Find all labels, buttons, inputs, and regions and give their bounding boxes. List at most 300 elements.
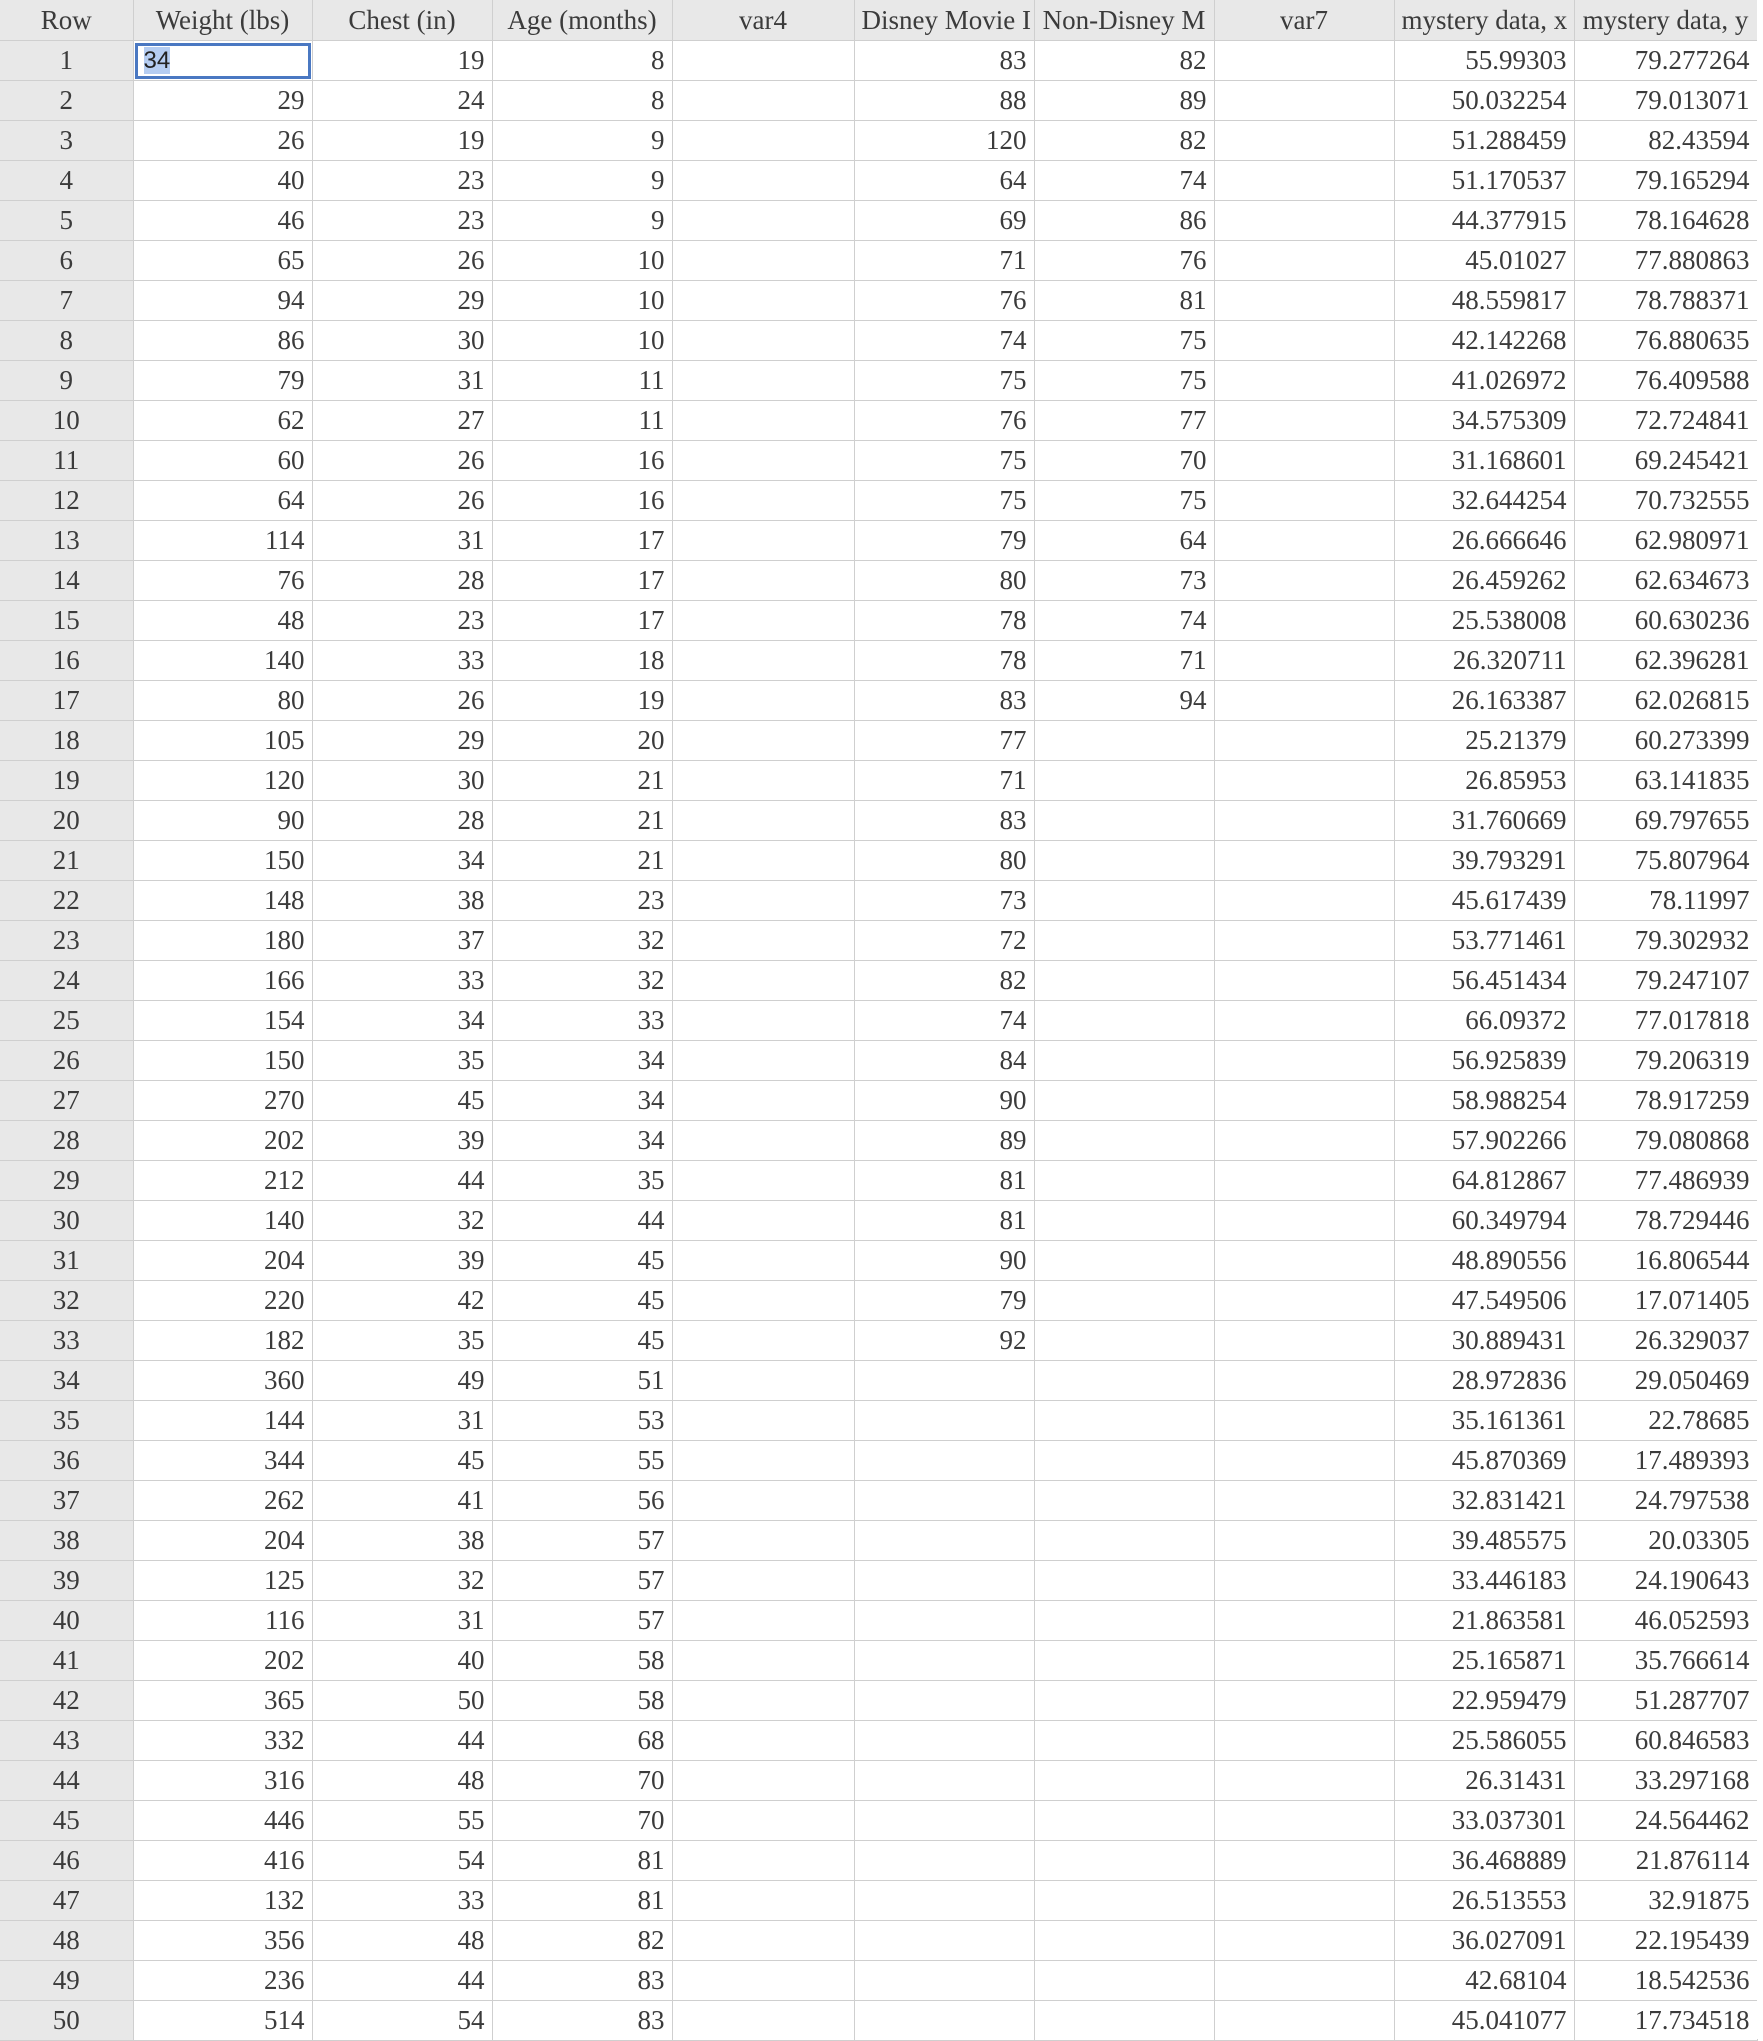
data-cell[interactable]: 92 (854, 1321, 1034, 1361)
data-cell[interactable]: 114 (133, 521, 312, 561)
data-cell[interactable]: 20 (492, 721, 672, 761)
data-cell[interactable]: 150 (133, 841, 312, 881)
data-cell[interactable] (672, 641, 854, 681)
data-cell[interactable]: 57 (492, 1561, 672, 1601)
data-cell[interactable]: 32.91875 (1574, 1881, 1757, 1921)
data-cell[interactable]: 79.277264 (1574, 41, 1757, 81)
data-cell[interactable]: 16 (492, 481, 672, 521)
data-cell[interactable]: 76 (854, 281, 1034, 321)
data-cell[interactable]: 33 (312, 641, 492, 681)
data-cell[interactable] (672, 561, 854, 601)
data-cell[interactable]: 69.797655 (1574, 801, 1757, 841)
data-cell[interactable]: 39 (312, 1241, 492, 1281)
data-cell[interactable]: 34 (492, 1041, 672, 1081)
data-cell[interactable] (1214, 1641, 1394, 1681)
data-cell[interactable]: 69.245421 (1574, 441, 1757, 481)
data-cell[interactable]: 34 (492, 1081, 672, 1121)
row-number[interactable]: 28 (0, 1121, 133, 1161)
data-cell[interactable]: 79.165294 (1574, 161, 1757, 201)
data-cell[interactable]: 49 (312, 1361, 492, 1401)
data-cell[interactable] (672, 1561, 854, 1601)
data-cell[interactable] (1214, 321, 1394, 361)
data-cell[interactable]: 50.032254 (1394, 81, 1574, 121)
data-cell[interactable]: 21 (492, 841, 672, 881)
data-cell[interactable] (1034, 1681, 1214, 1721)
data-cell[interactable]: 236 (133, 1961, 312, 2001)
data-cell[interactable]: 77 (854, 721, 1034, 761)
data-cell[interactable]: 81 (492, 1841, 672, 1881)
data-cell[interactable]: 60 (133, 441, 312, 481)
data-cell[interactable] (1034, 961, 1214, 1001)
data-cell[interactable]: 62.980971 (1574, 521, 1757, 561)
data-cell[interactable] (1214, 1121, 1394, 1161)
data-cell[interactable] (1034, 761, 1214, 801)
row-number[interactable]: 24 (0, 961, 133, 1001)
data-cell[interactable]: 212 (133, 1161, 312, 1201)
data-cell[interactable]: 37 (312, 921, 492, 961)
data-cell[interactable]: 360 (133, 1361, 312, 1401)
data-cell[interactable]: 53.771461 (1394, 921, 1574, 961)
row-number[interactable]: 35 (0, 1401, 133, 1441)
data-cell[interactable]: 34 (312, 841, 492, 881)
data-cell[interactable]: 62 (133, 401, 312, 441)
row-number[interactable]: 29 (0, 1161, 133, 1201)
data-cell[interactable]: 166 (133, 961, 312, 1001)
data-cell[interactable]: 94 (133, 281, 312, 321)
data-cell[interactable]: 62.026815 (1574, 681, 1757, 721)
data-cell[interactable]: 65 (133, 241, 312, 281)
data-cell[interactable]: 18.542536 (1574, 1961, 1757, 2001)
row-number[interactable]: 12 (0, 481, 133, 521)
data-cell[interactable]: 31 (312, 1401, 492, 1441)
data-cell[interactable]: 69 (854, 201, 1034, 241)
data-cell[interactable]: 21 (492, 761, 672, 801)
data-cell[interactable] (1214, 1841, 1394, 1881)
data-cell[interactable]: 60.349794 (1394, 1201, 1574, 1241)
data-cell[interactable]: 34.575309 (1394, 401, 1574, 441)
row-number[interactable]: 10 (0, 401, 133, 441)
data-cell[interactable]: 132 (133, 1881, 312, 1921)
data-cell[interactable] (1034, 1001, 1214, 1041)
data-cell[interactable] (1214, 721, 1394, 761)
data-cell[interactable] (854, 1801, 1034, 1841)
data-cell[interactable] (1214, 201, 1394, 241)
data-cell[interactable]: 51.287707 (1574, 1681, 1757, 1721)
data-cell[interactable] (672, 2001, 854, 2041)
data-cell[interactable]: 416 (133, 1841, 312, 1881)
data-cell[interactable]: 26.31431 (1394, 1761, 1574, 1801)
row-number[interactable]: 37 (0, 1481, 133, 1521)
data-cell[interactable]: 26.85953 (1394, 761, 1574, 801)
data-cell[interactable] (1214, 1401, 1394, 1441)
data-cell[interactable] (672, 1401, 854, 1441)
data-cell[interactable]: 51.288459 (1394, 121, 1574, 161)
data-cell[interactable]: 38 (312, 1521, 492, 1561)
data-cell[interactable] (1034, 1841, 1214, 1881)
data-cell[interactable]: 17 (492, 561, 672, 601)
data-cell[interactable] (1034, 1321, 1214, 1361)
data-cell[interactable]: 79 (854, 521, 1034, 561)
data-cell[interactable]: 26 (312, 681, 492, 721)
data-cell[interactable] (854, 1641, 1034, 1681)
data-cell[interactable]: 79 (854, 1281, 1034, 1321)
data-cell[interactable] (1034, 1561, 1214, 1601)
data-cell[interactable]: 81 (854, 1201, 1034, 1241)
data-cell[interactable]: 33.446183 (1394, 1561, 1574, 1601)
data-cell[interactable] (672, 881, 854, 921)
data-cell[interactable]: 10 (492, 241, 672, 281)
data-cell[interactable] (672, 1841, 854, 1881)
data-cell[interactable]: 74 (854, 321, 1034, 361)
data-cell[interactable] (1034, 1161, 1214, 1201)
data-cell[interactable]: 57 (492, 1521, 672, 1561)
data-cell[interactable] (1214, 521, 1394, 561)
data-cell[interactable] (1034, 1961, 1214, 2001)
data-cell[interactable]: 26.666646 (1394, 521, 1574, 561)
data-cell[interactable] (1214, 361, 1394, 401)
data-cell[interactable]: 28.972836 (1394, 1361, 1574, 1401)
data-cell[interactable] (1214, 441, 1394, 481)
data-cell[interactable] (672, 321, 854, 361)
column-header[interactable]: mystery data, x (1394, 0, 1574, 41)
data-cell[interactable] (672, 1241, 854, 1281)
data-cell[interactable]: 44.377915 (1394, 201, 1574, 241)
row-number[interactable]: 32 (0, 1281, 133, 1321)
data-cell[interactable] (1034, 1121, 1214, 1161)
data-cell[interactable]: 34 (312, 1001, 492, 1041)
data-cell[interactable]: 11 (492, 361, 672, 401)
data-cell[interactable]: 83 (854, 681, 1034, 721)
row-number[interactable]: 33 (0, 1321, 133, 1361)
data-cell[interactable]: 22.78685 (1574, 1401, 1757, 1441)
data-cell[interactable]: 148 (133, 881, 312, 921)
data-cell[interactable] (1214, 1161, 1394, 1201)
row-number[interactable]: 45 (0, 1801, 133, 1841)
column-header[interactable]: Non-Disney M (1034, 0, 1214, 41)
data-cell[interactable]: 90 (854, 1241, 1034, 1281)
data-cell[interactable] (1034, 1441, 1214, 1481)
data-cell[interactable]: 73 (1034, 561, 1214, 601)
data-cell[interactable]: 33 (492, 1001, 672, 1041)
data-cell[interactable]: 71 (1034, 641, 1214, 681)
row-number[interactable]: 4 (0, 161, 133, 201)
data-cell[interactable] (672, 1281, 854, 1321)
data-cell[interactable] (1214, 41, 1394, 81)
data-cell[interactable]: 105 (133, 721, 312, 761)
data-cell[interactable] (1214, 1201, 1394, 1241)
data-cell[interactable] (1034, 1481, 1214, 1521)
data-cell[interactable]: 31 (312, 361, 492, 401)
data-cell[interactable]: 27 (312, 401, 492, 441)
data-cell[interactable] (672, 441, 854, 481)
data-cell[interactable]: 21.876114 (1574, 1841, 1757, 1881)
data-cell[interactable]: 62.634673 (1574, 561, 1757, 601)
data-cell[interactable] (672, 361, 854, 401)
data-cell[interactable]: 48 (312, 1761, 492, 1801)
row-number[interactable]: 8 (0, 321, 133, 361)
data-cell[interactable]: 80 (133, 681, 312, 721)
data-cell[interactable]: 75 (854, 361, 1034, 401)
row-number[interactable]: 17 (0, 681, 133, 721)
data-cell[interactable]: 77 (1034, 401, 1214, 441)
data-cell[interactable]: 262 (133, 1481, 312, 1521)
row-number-header[interactable]: Row (0, 0, 133, 41)
data-cell[interactable]: 45 (492, 1241, 672, 1281)
data-cell[interactable] (672, 521, 854, 561)
data-cell[interactable]: 120 (854, 121, 1034, 161)
data-cell[interactable]: 40 (312, 1641, 492, 1681)
data-cell[interactable]: 41.026972 (1394, 361, 1574, 401)
data-cell[interactable]: 83 (492, 2001, 672, 2041)
data-cell[interactable] (1034, 801, 1214, 841)
column-header[interactable]: var7 (1214, 0, 1394, 41)
data-cell[interactable]: 23 (492, 881, 672, 921)
row-number[interactable]: 38 (0, 1521, 133, 1561)
row-number[interactable]: 31 (0, 1241, 133, 1281)
data-cell[interactable] (672, 1001, 854, 1041)
data-cell[interactable]: 71 (854, 761, 1034, 801)
data-cell[interactable] (1214, 1601, 1394, 1641)
data-cell[interactable] (1034, 1521, 1214, 1561)
data-cell[interactable]: 40 (133, 161, 312, 201)
data-cell[interactable]: 17 (492, 521, 672, 561)
data-cell[interactable]: 26.320711 (1394, 641, 1574, 681)
data-cell[interactable]: 62.396281 (1574, 641, 1757, 681)
data-cell[interactable]: 182 (133, 1321, 312, 1361)
data-cell[interactable]: 82 (1034, 41, 1214, 81)
row-number[interactable]: 43 (0, 1721, 133, 1761)
data-cell[interactable]: 10 (492, 321, 672, 361)
data-cell[interactable]: 48 (133, 601, 312, 641)
row-number[interactable]: 9 (0, 361, 133, 401)
data-cell[interactable]: 35.766614 (1574, 1641, 1757, 1681)
data-cell[interactable]: 81 (1034, 281, 1214, 321)
data-cell[interactable] (1214, 641, 1394, 681)
data-cell[interactable]: 79.206319 (1574, 1041, 1757, 1081)
data-cell[interactable]: 56.451434 (1394, 961, 1574, 1001)
data-cell[interactable]: 64.812867 (1394, 1161, 1574, 1201)
data-cell[interactable]: 71 (854, 241, 1034, 281)
data-cell[interactable] (1034, 1361, 1214, 1401)
data-cell[interactable]: 32 (492, 921, 672, 961)
data-cell[interactable] (672, 1681, 854, 1721)
data-cell[interactable]: 116 (133, 1601, 312, 1641)
data-cell[interactable] (672, 1601, 854, 1641)
data-cell[interactable]: 35 (312, 1041, 492, 1081)
column-header[interactable]: Chest (in) (312, 0, 492, 41)
data-cell[interactable]: 68 (492, 1721, 672, 1761)
data-cell[interactable]: 332 (133, 1721, 312, 1761)
data-cell[interactable]: 79.302932 (1574, 921, 1757, 961)
data-cell[interactable] (672, 1321, 854, 1361)
data-cell[interactable]: 76 (1034, 241, 1214, 281)
data-cell[interactable]: 44 (312, 1161, 492, 1201)
vertical-scrollbar[interactable] (1757, 0, 1763, 2039)
data-cell[interactable] (1034, 1041, 1214, 1081)
data-cell[interactable] (1034, 1801, 1214, 1841)
data-cell[interactable]: 45.870369 (1394, 1441, 1574, 1481)
data-cell[interactable] (672, 81, 854, 121)
data-cell[interactable] (854, 1521, 1034, 1561)
data-cell[interactable]: 140 (133, 641, 312, 681)
data-cell[interactable]: 75 (1034, 361, 1214, 401)
data-cell[interactable] (1034, 1881, 1214, 1921)
data-cell[interactable]: 16 (492, 441, 672, 481)
data-cell[interactable] (1214, 1881, 1394, 1921)
data-cell[interactable] (1034, 1081, 1214, 1121)
data-cell[interactable]: 55 (492, 1441, 672, 1481)
data-cell[interactable]: 82 (492, 1921, 672, 1961)
data-cell[interactable]: 180 (133, 921, 312, 961)
data-cell[interactable] (1214, 961, 1394, 1001)
data-cell[interactable]: 34 (492, 1121, 672, 1161)
data-cell[interactable] (1034, 921, 1214, 961)
data-cell[interactable]: 45.01027 (1394, 241, 1574, 281)
data-cell[interactable]: 45 (492, 1281, 672, 1321)
data-cell[interactable] (1214, 1721, 1394, 1761)
data-cell[interactable] (672, 1641, 854, 1681)
data-cell[interactable]: 45.041077 (1394, 2001, 1574, 2041)
data-cell[interactable]: 33.297168 (1574, 1761, 1757, 1801)
data-cell[interactable]: 28 (312, 801, 492, 841)
data-cell[interactable]: 8 (492, 41, 672, 81)
data-cell[interactable]: 204 (133, 1521, 312, 1561)
data-cell[interactable]: 78.788371 (1574, 281, 1757, 321)
data-cell[interactable]: 76 (854, 401, 1034, 441)
column-header[interactable]: Age (months) (492, 0, 672, 41)
row-number[interactable]: 39 (0, 1561, 133, 1601)
data-cell[interactable] (1214, 1441, 1394, 1481)
data-cell[interactable] (672, 1081, 854, 1121)
row-number[interactable]: 50 (0, 2001, 133, 2041)
data-cell[interactable]: 514 (133, 2001, 312, 2041)
data-cell[interactable]: 46 (133, 201, 312, 241)
data-cell[interactable]: 125 (133, 1561, 312, 1601)
data-cell[interactable]: 81 (854, 1161, 1034, 1201)
data-cell[interactable]: 356 (133, 1921, 312, 1961)
data-cell[interactable]: 32.831421 (1394, 1481, 1574, 1521)
data-cell[interactable]: 25.165871 (1394, 1641, 1574, 1681)
row-number[interactable]: 14 (0, 561, 133, 601)
data-cell[interactable]: 51.170537 (1394, 161, 1574, 201)
data-cell[interactable] (1034, 721, 1214, 761)
data-cell[interactable] (854, 1841, 1034, 1881)
data-cell[interactable]: 70.732555 (1574, 481, 1757, 521)
data-cell[interactable] (854, 1721, 1034, 1761)
data-cell[interactable] (1214, 1961, 1394, 2001)
data-cell[interactable]: 33 (312, 1881, 492, 1921)
data-cell[interactable]: 79.247107 (1574, 961, 1757, 1001)
data-cell[interactable] (1214, 81, 1394, 121)
data-cell[interactable]: 84 (854, 1041, 1034, 1081)
data-cell[interactable]: 79.080868 (1574, 1121, 1757, 1161)
data-cell[interactable]: 80 (854, 561, 1034, 601)
data-cell[interactable]: 41 (312, 1481, 492, 1521)
data-cell[interactable]: 72.724841 (1574, 401, 1757, 441)
row-number[interactable]: 44 (0, 1761, 133, 1801)
data-cell[interactable]: 64 (1034, 521, 1214, 561)
data-cell[interactable]: 9 (492, 121, 672, 161)
row-number[interactable]: 11 (0, 441, 133, 481)
data-cell[interactable]: 29.050469 (1574, 1361, 1757, 1401)
data-cell[interactable] (1214, 681, 1394, 721)
data-cell[interactable]: 32 (492, 961, 672, 1001)
data-cell[interactable]: 24.797538 (1574, 1481, 1757, 1521)
data-cell[interactable] (1034, 1201, 1214, 1241)
data-cell[interactable]: 23 (312, 161, 492, 201)
data-cell[interactable]: 76.880635 (1574, 321, 1757, 361)
cell-editor[interactable] (135, 43, 311, 79)
data-cell[interactable]: 77.880863 (1574, 241, 1757, 281)
data-cell[interactable] (854, 1881, 1034, 1921)
data-cell[interactable]: 82 (854, 961, 1034, 1001)
data-cell[interactable] (1214, 2001, 1394, 2041)
data-cell[interactable]: 23 (312, 201, 492, 241)
data-cell[interactable] (854, 1361, 1034, 1401)
data-cell[interactable]: 70 (492, 1801, 672, 1841)
row-number[interactable]: 1 (0, 41, 133, 81)
data-cell[interactable]: 36.468889 (1394, 1841, 1574, 1881)
data-cell[interactable] (1214, 1281, 1394, 1321)
data-cell[interactable] (1034, 1921, 1214, 1961)
row-number[interactable]: 46 (0, 1841, 133, 1881)
data-cell[interactable] (1214, 1801, 1394, 1841)
data-cell[interactable]: 48 (312, 1921, 492, 1961)
data-cell[interactable]: 58.988254 (1394, 1081, 1574, 1121)
data-cell[interactable]: 89 (854, 1121, 1034, 1161)
data-cell[interactable] (672, 681, 854, 721)
data-cell[interactable] (672, 401, 854, 441)
data-cell[interactable]: 51 (492, 1361, 672, 1401)
data-cell[interactable] (672, 241, 854, 281)
data-cell[interactable]: 30 (312, 321, 492, 361)
data-cell[interactable] (1214, 1921, 1394, 1961)
data-cell[interactable]: 81 (492, 1881, 672, 1921)
data-cell[interactable] (1214, 1041, 1394, 1081)
data-cell[interactable] (1214, 1481, 1394, 1521)
data-cell[interactable] (1034, 2001, 1214, 2041)
data-cell[interactable] (1214, 161, 1394, 201)
data-cell[interactable]: 83 (492, 1961, 672, 2001)
data-cell[interactable]: 45 (492, 1321, 672, 1361)
data-cell[interactable]: 57.902266 (1394, 1121, 1574, 1161)
row-number[interactable]: 5 (0, 201, 133, 241)
data-cell[interactable] (672, 1521, 854, 1561)
data-cell[interactable]: 74 (1034, 161, 1214, 201)
data-cell[interactable] (854, 1761, 1034, 1801)
data-cell[interactable]: 120 (133, 761, 312, 801)
data-cell[interactable] (672, 201, 854, 241)
data-cell[interactable] (1034, 1241, 1214, 1281)
data-cell[interactable] (672, 1201, 854, 1241)
data-cell[interactable] (854, 1681, 1034, 1721)
data-cell[interactable]: 90 (133, 801, 312, 841)
data-cell[interactable] (1034, 1761, 1214, 1801)
data-cell[interactable] (854, 1441, 1034, 1481)
data-cell[interactable]: 77.017818 (1574, 1001, 1757, 1041)
data-cell[interactable]: 76 (133, 561, 312, 601)
data-cell[interactable] (1214, 561, 1394, 601)
data-cell[interactable]: 17.071405 (1574, 1281, 1757, 1321)
data-cell[interactable]: 58 (492, 1641, 672, 1681)
data-cell[interactable]: 31.168601 (1394, 441, 1574, 481)
data-cell[interactable] (854, 1921, 1034, 1961)
data-cell[interactable]: 202 (133, 1641, 312, 1681)
data-cell[interactable] (672, 961, 854, 1001)
row-number[interactable]: 16 (0, 641, 133, 681)
data-cell[interactable] (1214, 481, 1394, 521)
data-cell[interactable]: 26.163387 (1394, 681, 1574, 721)
